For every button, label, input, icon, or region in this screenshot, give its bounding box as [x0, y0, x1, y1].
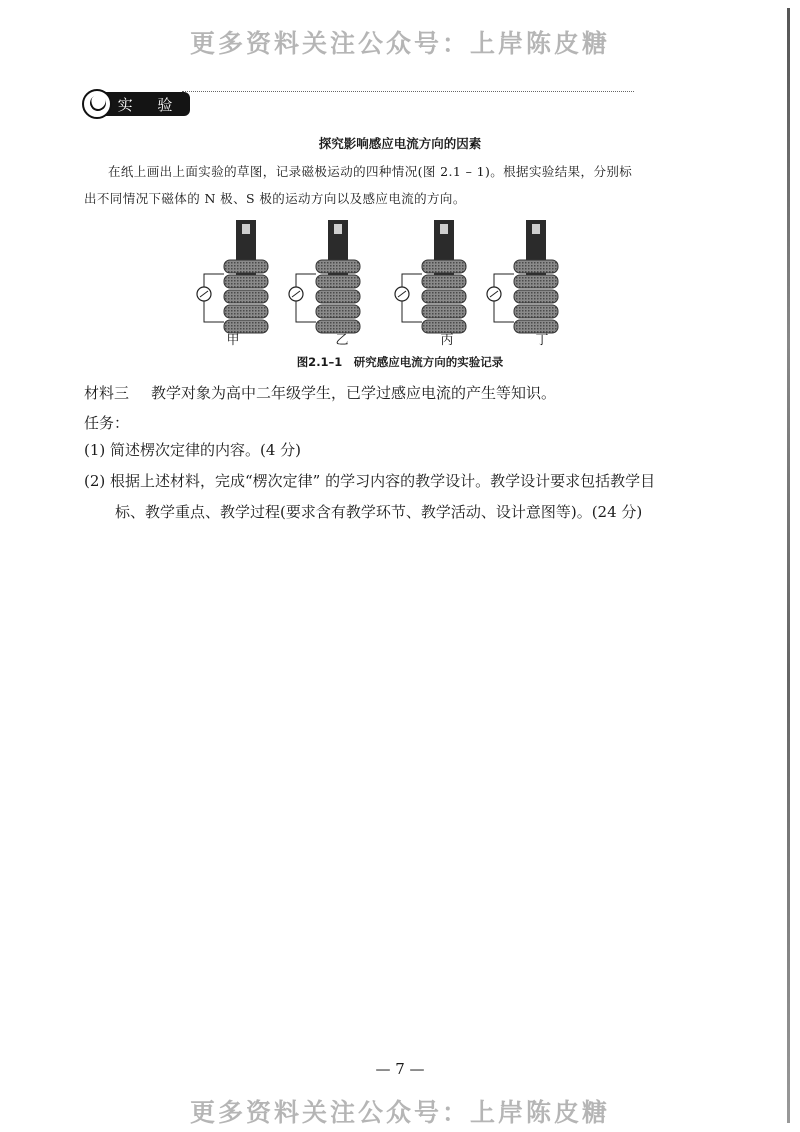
section-badge: [82, 88, 190, 120]
task-2-line-1: (2) 根据上述材料，完成“楞次定律” 的学习内容的教学设计。教学设计要求包括教学目: [84, 472, 656, 490]
scan-edge: [787, 8, 790, 1123]
coil-winding: [514, 275, 558, 288]
magnet-pole-mark: [440, 224, 448, 234]
coil-winding: [316, 275, 360, 288]
wire-top: [204, 274, 224, 287]
material-text: 教学对象为高中二年级学生，已学过感应电流的产生等知识。: [151, 384, 557, 402]
label-ding: 丁: [535, 333, 549, 348]
wire-top: [494, 274, 514, 287]
coil-winding: [224, 275, 268, 288]
wire-top: [402, 274, 422, 287]
wire-bottom: [494, 301, 514, 322]
task-2: [84, 466, 724, 528]
coil-unit: [487, 220, 558, 333]
coil-unit: [395, 220, 466, 333]
experiment-line-1: 在纸上画出上面实验的草图，记录磁极运动的四种情况(图 2.1 – 1)。根据实验结果，分别标: [108, 164, 633, 179]
task-1: (1) 简述楞次定律的内容。(4 分): [84, 441, 302, 459]
task-2-line-2: 标、教学重点、教学过程(要求含有教学环节、教学活动、设计意图等)。(24 分): [115, 503, 643, 521]
watermark-bottom: 更多资料关注公众号：上岸陈皮糖: [189, 1098, 610, 1127]
label-bing: 丙: [440, 333, 454, 348]
wire-bottom: [204, 301, 224, 322]
material-label: 材料三: [84, 384, 130, 402]
coil-winding: [422, 290, 466, 303]
coil-winding: [224, 305, 268, 318]
coil-winding: [514, 290, 558, 303]
magnet-pole-mark: [334, 224, 342, 234]
magnet-pole-mark: [532, 224, 540, 234]
header-divider: [182, 91, 634, 92]
coil-winding: [224, 260, 268, 273]
material-three: [84, 380, 724, 406]
label-jia: 甲: [226, 333, 240, 348]
experiment-instructions: [84, 158, 684, 212]
experiment-line-2: 出不同情况下磁体的 N 极、S 极的运动方向以及感应电流的方向。: [84, 191, 466, 206]
section-badge-label: 实 验: [102, 92, 190, 116]
figure-caption: 图2.1–1 研究感应电流方向的实验记录: [296, 355, 504, 369]
coil-winding: [422, 275, 466, 288]
experiment-title: 探究影响感应电流方向的因素: [318, 136, 482, 151]
coil-winding: [514, 260, 558, 273]
label-yi: 乙: [335, 333, 349, 348]
task-label: 任务：: [84, 414, 130, 432]
watermark-top: 更多资料关注公众号：上岸陈皮糖: [189, 29, 610, 58]
wire-bottom: [296, 301, 316, 322]
wire-bottom: [402, 301, 422, 322]
magnet-pole-mark: [242, 224, 250, 234]
coil-winding: [514, 305, 558, 318]
coil-winding: [316, 260, 360, 273]
wire-top: [296, 274, 316, 287]
page-number: — 7 —: [375, 1060, 425, 1078]
coil-winding: [422, 305, 466, 318]
coil-winding: [422, 260, 466, 273]
coil-winding: [224, 290, 268, 303]
coil-unit: [197, 220, 268, 333]
coil-unit: [289, 220, 360, 333]
coil-winding: [316, 305, 360, 318]
coil-winding: [316, 290, 360, 303]
flask-icon: [82, 89, 112, 119]
